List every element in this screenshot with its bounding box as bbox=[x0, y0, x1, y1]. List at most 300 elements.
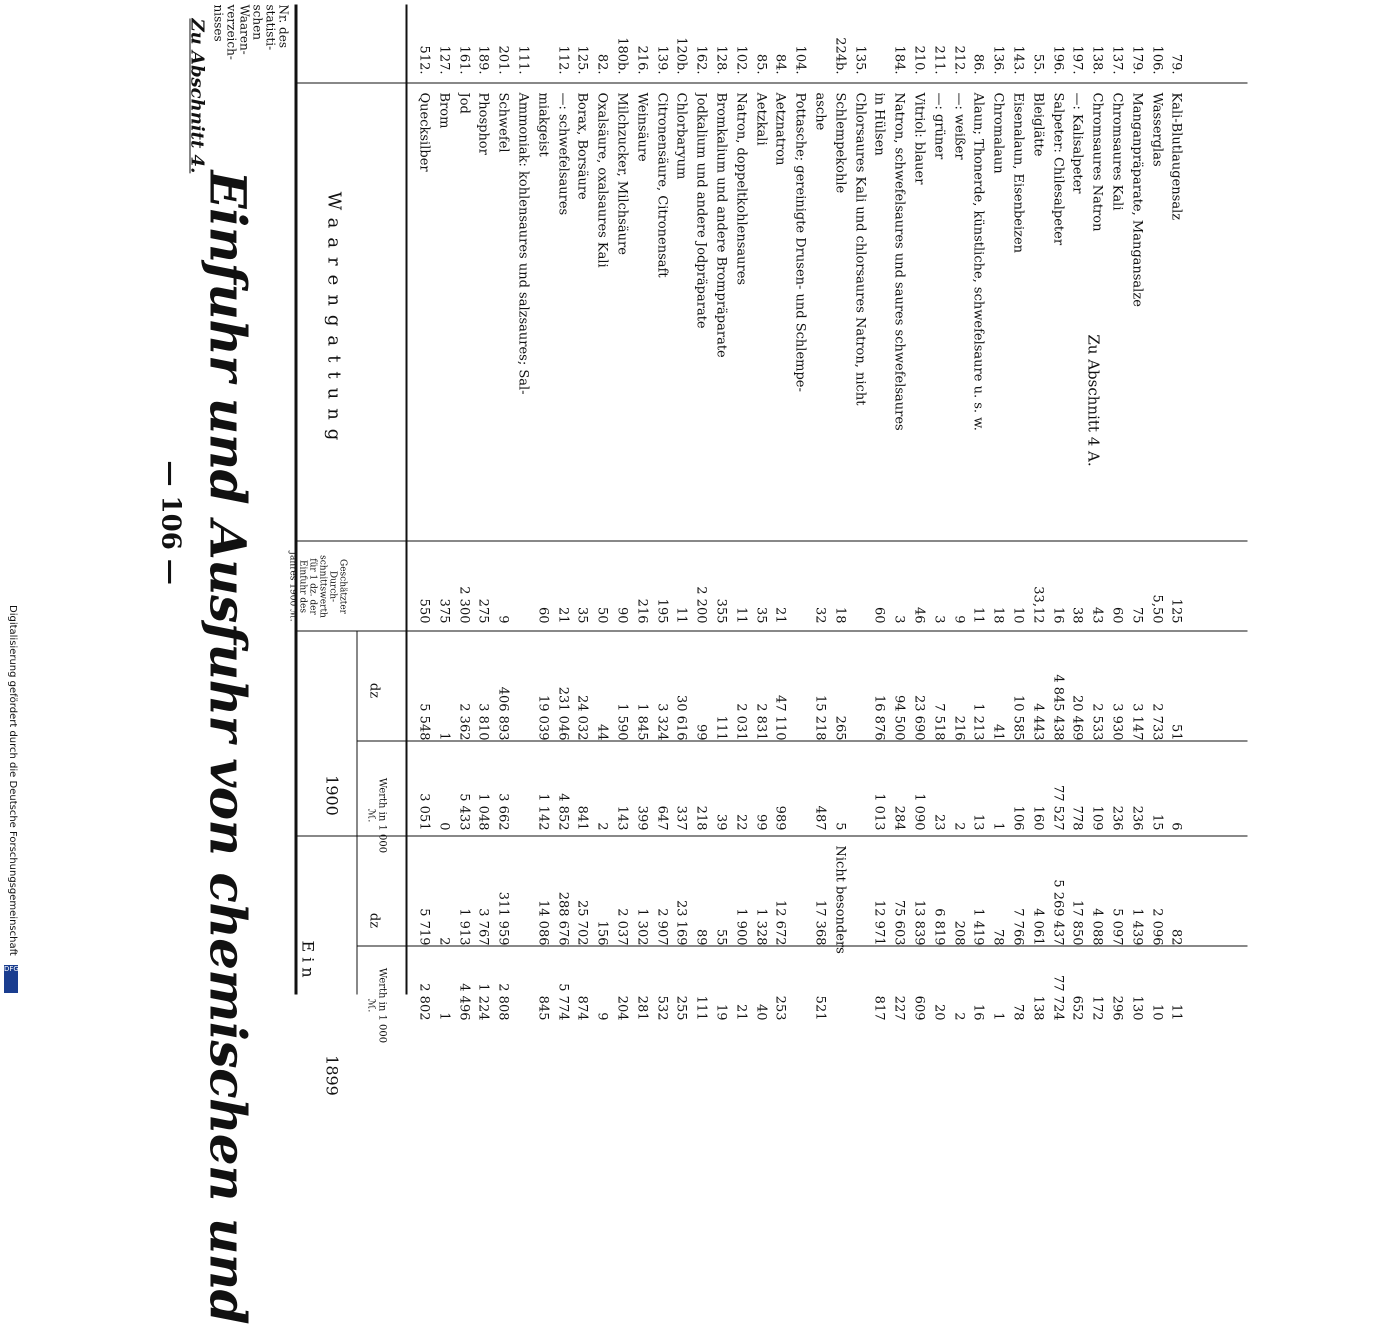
row-name: Chromsaures Kali bbox=[1109, 92, 1124, 210]
row-dz-1900: 94 500 bbox=[891, 694, 907, 740]
row-dz-1899: 13 839 bbox=[911, 899, 926, 945]
section-label: Zu Abschnitt 4. bbox=[186, 18, 207, 173]
row-nr: 179. bbox=[1128, 45, 1144, 74]
row-dz-1899: 12 672 bbox=[772, 899, 788, 945]
row-werth-1899: 11 bbox=[1168, 1003, 1184, 1020]
row-werth-1899: 2 bbox=[950, 1011, 966, 1020]
row-werth-1900: 2 bbox=[950, 821, 966, 830]
row-dz-1900: 1 213 bbox=[970, 702, 986, 740]
row-durchschnittswerth: 90 bbox=[614, 606, 629, 623]
row-durchschnittswerth: 18 bbox=[990, 606, 1006, 623]
header-dz-1900: dz bbox=[366, 682, 381, 698]
row-nr: 137. bbox=[1109, 45, 1124, 74]
row-nr: 125. bbox=[574, 45, 590, 74]
row-werth-1900: 989 bbox=[772, 805, 788, 830]
row-dz-1900: 16 876 bbox=[871, 694, 887, 740]
table-row bbox=[870, 0, 887, 1020]
row-werth-1900: 106 bbox=[1010, 805, 1025, 830]
year-rule bbox=[356, 630, 357, 994]
row-name: Salpeter: Chilesalpeter bbox=[1049, 92, 1065, 245]
row-nr: 180b. bbox=[614, 36, 629, 74]
row-name: Natron, schwefelsaures und saures schwefelsaures bbox=[891, 92, 907, 431]
row-durchschnittswerth: 46 bbox=[911, 606, 926, 623]
row-nr: 216. bbox=[633, 45, 649, 74]
row-werth-1899: 521 bbox=[812, 995, 827, 1020]
table-row bbox=[455, 0, 472, 1020]
row-dz-1899: 75 603 bbox=[891, 899, 907, 945]
row-nr: 84. bbox=[772, 53, 788, 74]
row-werth-1900: 218 bbox=[693, 805, 709, 830]
row-nr: 104. bbox=[792, 45, 808, 74]
digitization-note bbox=[2, 605, 20, 995]
row-durchschnittswerth: 550 bbox=[416, 598, 431, 623]
row-dz-1900: 2 362 bbox=[455, 702, 471, 740]
row-nr: 111. bbox=[515, 45, 530, 74]
row-name: Chromsaures Natron bbox=[1089, 92, 1105, 231]
row-werth-1899: 77 724 bbox=[1049, 974, 1065, 1020]
row-werth-1899: 138 bbox=[1029, 995, 1045, 1020]
row-werth-1900: 1 090 bbox=[911, 792, 926, 830]
row-nr: 139. bbox=[653, 45, 669, 74]
row-name: in Hülsen bbox=[871, 92, 887, 156]
row-dz-1899: 82 bbox=[1168, 928, 1184, 945]
ein-label: Ein bbox=[298, 940, 317, 983]
row-nr: 196. bbox=[1049, 45, 1065, 74]
row-dz-1900: 24 032 bbox=[574, 694, 590, 740]
row-dz-1899: 208 bbox=[950, 920, 966, 945]
row-durchschnittswerth: 195 bbox=[653, 598, 669, 623]
row-dz-1899: 14 086 bbox=[534, 899, 550, 945]
row-dz-1900: 10 585 bbox=[1010, 694, 1025, 740]
row-werth-1900: 22 bbox=[732, 813, 748, 830]
row-name: Jodkalium und andere Jodpräparate bbox=[693, 92, 709, 329]
row-name: Schwefel bbox=[495, 92, 511, 153]
row-dz-1900: 2 533 bbox=[1089, 702, 1105, 740]
row-dz-1899: 89 bbox=[693, 928, 709, 945]
row-werth-1900: 143 bbox=[614, 805, 629, 830]
header-dz-1899: dz bbox=[366, 912, 381, 928]
row-name: Chromalaun bbox=[990, 92, 1006, 174]
row-dz-1899: 156 bbox=[594, 920, 610, 945]
row-nr: 82. bbox=[594, 53, 610, 74]
row-dz-1899: 7 766 bbox=[1010, 907, 1025, 945]
row-werth-1899: 130 bbox=[1128, 995, 1144, 1020]
dfg-logo-text: DFG bbox=[4, 965, 19, 973]
table-row bbox=[1128, 0, 1145, 1020]
header-year-1899: 1899 bbox=[322, 1054, 341, 1096]
row-dz-1900: 3 324 bbox=[653, 702, 669, 740]
row-nr: 143. bbox=[1010, 45, 1025, 74]
row-werth-1899: 1 224 bbox=[475, 982, 491, 1020]
row-durchschnittswerth: 11 bbox=[970, 606, 986, 623]
row-name: Alaun; Thonerde, künstliche, schwefelsaure u. s. w. bbox=[970, 92, 986, 431]
row-name: Kali-Blutlaugensalz bbox=[1168, 92, 1184, 220]
row-dz-1899: 3 767 bbox=[475, 907, 491, 945]
row-werth-1899: 1 bbox=[990, 1011, 1006, 1020]
row-dz-1899: 1 439 bbox=[1128, 907, 1144, 945]
row-werth-1900: 236 bbox=[1109, 805, 1124, 830]
row-werth-1900: 1 bbox=[990, 821, 1006, 830]
row-durchschnittswerth: 10 bbox=[1010, 606, 1025, 623]
row-name: —: grüner bbox=[930, 92, 946, 159]
row-durchschnittswerth: 216 bbox=[633, 598, 649, 623]
table-row bbox=[831, 0, 848, 1000]
row-dz-1900: 99 bbox=[693, 723, 709, 740]
row-nr: 512. bbox=[416, 45, 431, 74]
row-werth-1899: 281 bbox=[633, 995, 649, 1020]
row-werth-1899: 296 bbox=[1109, 995, 1124, 1020]
row-dz-1899: 1 302 bbox=[633, 907, 649, 945]
table-row bbox=[771, 0, 788, 1020]
row-dz-1899: 25 702 bbox=[574, 899, 590, 945]
row-dz-1900: 265 bbox=[831, 715, 847, 740]
row-werth-1899: 40 bbox=[752, 1003, 768, 1020]
row-werth-1900: 5 433 bbox=[455, 792, 471, 830]
row-name: Chlorbaryum bbox=[673, 92, 689, 179]
table-row bbox=[950, 0, 967, 1020]
row-dz-1900: 1 590 bbox=[614, 702, 629, 740]
row-nr: 136. bbox=[990, 45, 1006, 74]
row-nr: 112. bbox=[554, 45, 570, 74]
row-name: Borax, Borsäure bbox=[574, 92, 590, 200]
table-row bbox=[1088, 0, 1105, 1020]
row-name: Citronensäure, Citronensaft bbox=[653, 92, 669, 278]
row-werth-1899: 255 bbox=[673, 995, 689, 1020]
row-nr: 106. bbox=[1148, 45, 1164, 74]
row-werth-1899: 111 bbox=[693, 995, 709, 1020]
row-werth-1899: 20 bbox=[930, 1003, 946, 1020]
row-name: Manganpräparate, Mangansalze bbox=[1128, 92, 1144, 307]
row-dz-1900: 3 147 bbox=[1128, 702, 1144, 740]
row-durchschnittswerth: 9 bbox=[950, 614, 966, 623]
table-row bbox=[752, 0, 769, 1020]
row-durchschnittswerth: 50 bbox=[594, 606, 610, 623]
row-durchschnittswerth: 9 bbox=[495, 614, 511, 623]
row-dz-1899: 311 959 bbox=[495, 891, 511, 945]
row-nr: 120b. bbox=[673, 36, 689, 74]
row-durchschnittswerth: 35 bbox=[574, 606, 590, 623]
row-name: Ammoniak: kohlensaures und salzsaures; Sal- bbox=[515, 92, 530, 395]
row-durchschnittswerth: 21 bbox=[772, 606, 788, 623]
row-nr: 197. bbox=[1069, 45, 1085, 74]
row-nr: 85. bbox=[752, 53, 768, 74]
row-name: Quecksilber bbox=[416, 92, 431, 172]
row-werth-1899: 874 bbox=[574, 995, 590, 1020]
row-werth-1899: 227 bbox=[891, 995, 907, 1020]
row-dz-1900: 15 218 bbox=[812, 694, 827, 740]
row-nr: 128. bbox=[713, 45, 728, 74]
row-name: Weinsäure bbox=[633, 92, 649, 162]
table-row bbox=[593, 0, 610, 1020]
row-durchschnittswerth: 2 200 bbox=[693, 585, 709, 623]
header-werth-1899: Werth in 1 000 ℳ. bbox=[365, 967, 387, 1043]
row-dz-1900: 19 039 bbox=[534, 694, 550, 740]
row-name: Wasserglas bbox=[1148, 92, 1164, 167]
row-nr: 211. bbox=[930, 45, 946, 74]
row-dz-1900: 51 bbox=[1168, 723, 1184, 740]
table-row bbox=[613, 0, 630, 1020]
row-dz-1899: 23 169 bbox=[673, 899, 689, 945]
table-row bbox=[910, 0, 927, 1020]
row-nr: 210. bbox=[911, 45, 926, 74]
row-dz-1899: 288 676 bbox=[554, 891, 570, 945]
row-name: Eisenalaun, Eisenbeizen bbox=[1010, 92, 1025, 253]
table-row bbox=[890, 0, 907, 1020]
table-row bbox=[1009, 0, 1026, 1020]
row-dz-1899: 55 bbox=[713, 928, 728, 945]
table-row bbox=[1068, 0, 1085, 1020]
row-dz-1899: 78 bbox=[990, 928, 1006, 945]
row-dz-1899: 17 368 bbox=[812, 899, 827, 945]
row-name: asche bbox=[812, 92, 827, 130]
subsection-heading: Zu Abschnitt 4 A. bbox=[1084, 333, 1102, 467]
row-werth-1899: 817 bbox=[871, 995, 887, 1020]
row-name: —: Kalisalpeter bbox=[1069, 92, 1085, 194]
row-werth-1900: 399 bbox=[633, 805, 649, 830]
row-werth-1900: 99 bbox=[752, 813, 768, 830]
header-nr: Nr. des statistischen Waarenverzeichnisses bbox=[211, 4, 290, 60]
row-werth-1900: 2 bbox=[594, 821, 610, 830]
row-durchschnittswerth: 11 bbox=[673, 606, 689, 623]
table-row bbox=[573, 0, 590, 1020]
row-dz-1899: 2 bbox=[435, 936, 451, 945]
row-dz-1900: 4 443 bbox=[1029, 702, 1045, 740]
row-nr: 102. bbox=[732, 45, 748, 74]
row-durchschnittswerth: 11 bbox=[732, 606, 748, 623]
row-name: Phosphor bbox=[475, 92, 491, 155]
row-werth-1900: 109 bbox=[1089, 805, 1105, 830]
row-werth-1899: 4 496 bbox=[455, 982, 471, 1020]
row-werth-1899: 652 bbox=[1069, 995, 1085, 1020]
row-dz-1900: 4 845 438 bbox=[1049, 673, 1065, 740]
row-werth-1899: 5 774 bbox=[554, 982, 570, 1020]
header-warengattung: Waarengattung bbox=[323, 191, 344, 449]
row-name: Brom bbox=[435, 92, 451, 128]
row-dz-1899: 2 907 bbox=[653, 907, 669, 945]
row-nr: 55. bbox=[1029, 53, 1045, 74]
row-dz-1900: 3 930 bbox=[1109, 702, 1124, 740]
dfg-logo bbox=[4, 965, 18, 993]
row-name: —: schwefelsaures bbox=[554, 92, 570, 215]
table-row bbox=[435, 0, 452, 1020]
row-name: Milchzucker, Milchsäure bbox=[614, 92, 629, 255]
row-werth-1900: 1 013 bbox=[871, 792, 887, 830]
row-werth-1899: 9 bbox=[594, 1011, 610, 1020]
row-dz-1900: 111 bbox=[713, 715, 728, 740]
row-werth-1900: 778 bbox=[1069, 805, 1085, 830]
row-durchschnittswerth: 32 bbox=[812, 606, 827, 623]
row-werth-1900: 487 bbox=[812, 805, 827, 830]
row-name: Bromkalium und andere Brompräparate bbox=[713, 92, 728, 358]
row-werth-1900: 1 048 bbox=[475, 792, 491, 830]
row-durchschnittswerth: 75 bbox=[1128, 606, 1144, 623]
row-werth-1900: 3 051 bbox=[416, 792, 431, 830]
row-name: —: weißer bbox=[950, 92, 966, 160]
row-dz-1899: 5 097 bbox=[1109, 907, 1124, 945]
table-row bbox=[930, 0, 947, 1020]
row-dz-1900: 44 bbox=[594, 723, 610, 740]
digitization-text: Digitalisierung gefördert durch die Deutsche Forschungsgemeinschaft bbox=[7, 605, 18, 956]
row-durchschnittswerth: 3 bbox=[891, 614, 907, 623]
row-dz-1899: Nicht besonders bbox=[831, 845, 847, 954]
table-row bbox=[791, 0, 808, 1000]
row-durchschnittswerth: 21 bbox=[554, 606, 570, 623]
row-durchschnittswerth: 16 bbox=[1049, 606, 1065, 623]
row-durchschnittswerth: 355 bbox=[713, 598, 728, 623]
row-name: Oxalsäure, oxalsaures Kali bbox=[594, 92, 610, 268]
row-dz-1899: 1 913 bbox=[455, 907, 471, 945]
row-name: Schlempekohle bbox=[831, 92, 847, 193]
row-dz-1899: 2 096 bbox=[1148, 907, 1164, 945]
row-nr: 161. bbox=[455, 45, 471, 74]
row-name: Jod bbox=[455, 92, 471, 114]
row-dz-1899: 4 061 bbox=[1029, 907, 1045, 945]
row-durchschnittswerth: 35 bbox=[752, 606, 768, 623]
row-dz-1900: 216 bbox=[950, 715, 966, 740]
row-dz-1899: 1 328 bbox=[752, 907, 768, 945]
row-dz-1900: 5 548 bbox=[416, 702, 431, 740]
row-werth-1899: 1 bbox=[435, 1011, 451, 1020]
row-werth-1900: 5 bbox=[831, 821, 847, 830]
row-werth-1899: 845 bbox=[534, 995, 550, 1020]
row-durchschnittswerth: 2 300 bbox=[455, 585, 471, 623]
header-durchschnittswerth: Geschätzter Durchschnittswerth für 1 dz. der Einfuhr des Jahres 1900 ℳ. bbox=[287, 550, 347, 622]
row-durchschnittswerth: 60 bbox=[534, 606, 550, 623]
row-dz-1900: 231 046 bbox=[554, 686, 570, 740]
row-durchschnittswerth: 43 bbox=[1089, 606, 1105, 623]
header-werth-1900: Werth in 1 000 ℳ. bbox=[365, 777, 387, 853]
row-dz-1900: 23 690 bbox=[911, 694, 926, 740]
row-durchschnittswerth: 5,50 bbox=[1148, 594, 1164, 623]
row-durchschnittswerth: 60 bbox=[871, 606, 887, 623]
row-werth-1899: 172 bbox=[1089, 995, 1105, 1020]
row-dz-1900: 1 845 bbox=[633, 702, 649, 740]
row-durchschnittswerth: 38 bbox=[1069, 606, 1085, 623]
table-row bbox=[989, 0, 1006, 1020]
table-row bbox=[672, 0, 689, 1020]
row-nr: 212. bbox=[950, 45, 966, 74]
row-werth-1899: 10 bbox=[1148, 1003, 1164, 1020]
table-row bbox=[851, 0, 868, 1000]
row-name: Aetznatron bbox=[772, 92, 788, 165]
row-werth-1899: 78 bbox=[1010, 1003, 1025, 1020]
row-werth-1900: 6 bbox=[1168, 821, 1184, 830]
row-name: Natron, doppeltkohlensaures bbox=[732, 92, 748, 285]
row-dz-1899: 2 037 bbox=[614, 907, 629, 945]
row-dz-1899: 4 088 bbox=[1089, 907, 1105, 945]
table-row bbox=[1049, 0, 1066, 1020]
row-werth-1899: 2 808 bbox=[495, 982, 511, 1020]
table-row bbox=[732, 0, 749, 1020]
row-dz-1899: 12 971 bbox=[871, 899, 887, 945]
page-title: Einfuhr und Ausfuhr von chemischen und bbox=[198, 170, 257, 1324]
row-werth-1900: 15 bbox=[1148, 813, 1164, 830]
table-row bbox=[474, 0, 491, 1020]
table-row bbox=[653, 0, 670, 1020]
row-werth-1899: 609 bbox=[911, 995, 926, 1020]
row-nr: 138. bbox=[1089, 45, 1105, 74]
row-nr: 86. bbox=[970, 53, 986, 74]
row-dz-1899: 1 419 bbox=[970, 907, 986, 945]
table-row bbox=[514, 0, 531, 1000]
row-durchschnittswerth: 60 bbox=[1109, 606, 1124, 623]
row-dz-1900: 30 616 bbox=[673, 694, 689, 740]
row-werth-1899: 2 802 bbox=[416, 982, 431, 1020]
page-number: — 106 — bbox=[155, 460, 185, 585]
row-dz-1900: 7 518 bbox=[930, 702, 946, 740]
table-row bbox=[1148, 0, 1165, 1020]
row-nr: 162. bbox=[693, 45, 709, 74]
row-durchschnittswerth: 275 bbox=[475, 598, 491, 623]
row-dz-1900: 47 110 bbox=[772, 694, 788, 740]
row-durchschnittswerth: 18 bbox=[831, 606, 847, 623]
row-werth-1899: 16 bbox=[970, 1003, 986, 1020]
row-nr: 127. bbox=[435, 45, 451, 74]
table-row bbox=[1108, 0, 1125, 1020]
row-werth-1900: 0 bbox=[435, 821, 451, 830]
row-dz-1900: 20 469 bbox=[1069, 694, 1085, 740]
row-nr: 135. bbox=[851, 45, 867, 74]
row-dz-1900: 1 bbox=[435, 731, 451, 740]
row-werth-1899: 19 bbox=[713, 1003, 728, 1020]
row-werth-1899: 21 bbox=[732, 1003, 748, 1020]
row-nr: 184. bbox=[891, 45, 907, 74]
row-name: Vitriol: blauer bbox=[911, 92, 926, 184]
row-werth-1900: 337 bbox=[673, 805, 689, 830]
header-bottom-rule bbox=[405, 4, 407, 994]
table-top-rule bbox=[294, 4, 297, 994]
table-row bbox=[1167, 0, 1184, 1020]
row-werth-1900: 13 bbox=[970, 813, 986, 830]
row-name: Bleiglätte bbox=[1029, 92, 1045, 156]
table-row bbox=[534, 0, 551, 1020]
row-dz-1900: 406 893 bbox=[495, 686, 511, 740]
row-durchschnittswerth: 3 bbox=[930, 614, 946, 623]
table-row bbox=[692, 0, 709, 1020]
row-nr: 224b. bbox=[831, 36, 847, 74]
row-werth-1900: 841 bbox=[574, 805, 590, 830]
row-dz-1900: 2 831 bbox=[752, 702, 768, 740]
row-nr: 79. bbox=[1168, 53, 1184, 74]
row-durchschnittswerth: 375 bbox=[435, 598, 451, 623]
table-row bbox=[969, 0, 986, 1020]
row-werth-1900: 1 142 bbox=[534, 792, 550, 830]
row-nr: 201. bbox=[495, 45, 511, 74]
table-row bbox=[633, 0, 650, 1020]
row-werth-1900: 647 bbox=[653, 805, 669, 830]
row-werth-1900: 236 bbox=[1128, 805, 1144, 830]
row-dz-1900: 41 bbox=[990, 723, 1006, 740]
row-werth-1900: 3 662 bbox=[495, 792, 511, 830]
table-row bbox=[554, 0, 571, 1020]
row-werth-1900: 284 bbox=[891, 805, 907, 830]
row-werth-1900: 39 bbox=[713, 813, 728, 830]
row-werth-1900: 77 527 bbox=[1049, 784, 1065, 830]
row-durchschnittswerth: 125 bbox=[1168, 598, 1184, 623]
row-dz-1900: 2 031 bbox=[732, 702, 748, 740]
row-dz-1900: 2 733 bbox=[1148, 702, 1164, 740]
row-werth-1900: 4 852 bbox=[554, 792, 570, 830]
row-name: Pottasche; gereinigte Drusen- und Schlempe- bbox=[792, 92, 808, 392]
row-dz-1900: 3 810 bbox=[475, 702, 491, 740]
row-werth-1900: 23 bbox=[930, 813, 946, 830]
row-dz-1899: 6 819 bbox=[930, 907, 946, 945]
row-name: miakgeist bbox=[534, 92, 550, 157]
row-dz-1899: 5 719 bbox=[416, 907, 431, 945]
table-row bbox=[494, 0, 511, 1020]
row-werth-1899: 253 bbox=[772, 995, 788, 1020]
table-row bbox=[712, 0, 729, 1020]
